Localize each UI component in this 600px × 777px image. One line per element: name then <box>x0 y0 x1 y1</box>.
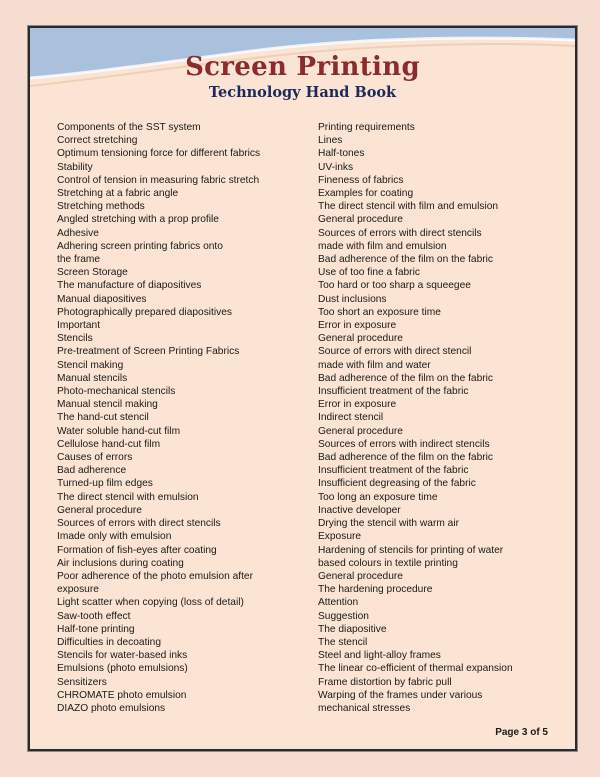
topic-list-item: Components of the SST system <box>57 122 201 133</box>
topic-list-item: Bad adherence of the film on the fabric <box>318 254 493 266</box>
topic-list-item: CHROMATE photo emulsion <box>57 689 187 701</box>
topic-list-item: Sources of errors with indirect stencils <box>318 438 490 450</box>
topic-list-item: Too short an exposure time <box>318 306 441 318</box>
topic-list-item: Half-tones <box>318 148 365 160</box>
topic-list-item: UV-inks <box>318 161 354 173</box>
topic-list-item: Bad adherence of the film on the fabric <box>318 372 493 384</box>
topic-list-item: Stencil making <box>57 359 124 371</box>
topic-list-item: Frame distortion by fabric pull <box>318 676 452 688</box>
topic-list-item: Sensitizers <box>57 676 107 688</box>
topic-list-item: The linear co-efficient of thermal expansion <box>318 663 513 675</box>
topic-list-item: Optimum tensioning force for different fabrics <box>57 148 261 160</box>
topic-list-item: Angled stretching with a prop profile <box>57 214 219 226</box>
topic-list-item: Photo-mechanical stencils <box>57 386 176 398</box>
topic-list-item: Stability <box>57 161 93 173</box>
topic-list-item: Saw-tooth effect <box>57 610 131 622</box>
topic-list-item: Examples for coating <box>318 188 414 200</box>
topic-list-item: Light scatter when copying (loss of detail) <box>57 597 244 609</box>
topic-list-item: The diapositive <box>318 623 387 635</box>
topic-list-item: Correct stretching <box>57 135 138 147</box>
topic-list-item: Sources of errors with direct stencils <box>318 227 482 239</box>
topic-list-item: Manual stencils <box>57 372 128 384</box>
topic-list-item: Poor adherence of the photo emulsion after <box>57 570 253 582</box>
topic-list-item: Bad adherence of the film on the fabric <box>318 452 493 464</box>
topic-list-item: Manual stencil making <box>57 399 158 411</box>
topic-list-item: Too long an exposure time <box>318 491 438 503</box>
topic-list-item: Dust inclusions <box>318 293 387 305</box>
topic-list-item: Difficulties in decoating <box>57 636 162 648</box>
topic-list-item: Inactive developer <box>318 504 401 516</box>
topic-list-item: Cellulose hand-cut film <box>57 438 161 450</box>
topic-list-item: Steel and light-alloy frames <box>318 650 441 662</box>
topic-list-item: General procedure <box>318 425 403 437</box>
topic-list-item: Attention <box>318 597 359 609</box>
topic-list-item: Adhering screen printing fabrics onto <box>57 240 223 252</box>
topic-list-item: Adhesive <box>57 227 99 239</box>
topic-list-item: Emulsions (photo emulsions) <box>57 663 188 675</box>
topic-list-item: Insufficient treatment of the fabric <box>318 386 469 398</box>
topic-list-item: Bad adherence <box>57 465 127 477</box>
topic-list-item: Too hard or too sharp a squeegee <box>318 280 471 292</box>
topic-list-item: made with film and water <box>318 359 431 371</box>
topic-list-item: Drying the stencil with warm air <box>318 518 459 530</box>
topic-list-item: Indirect stencil <box>318 412 384 424</box>
topic-list-item: General procedure <box>318 570 403 582</box>
page-subtitle: Technology Hand Book <box>208 84 397 101</box>
topic-list-item: Use of too fine a fabric <box>318 267 420 279</box>
topic-list-item: Important <box>57 320 101 332</box>
topic-list-item: Control of tension in measuring fabric stretch <box>57 174 260 186</box>
topic-list-item: Error in exposure <box>318 320 397 332</box>
topic-list-item: Air inclusions during coating <box>57 557 184 569</box>
topic-list-item: Stretching at a fabric angle <box>57 188 179 200</box>
topic-list-item: Manual diapositives <box>57 293 147 305</box>
topic-list-item: Source of errors with direct stencil <box>318 346 472 358</box>
topic-list-item: Water soluble hand-cut film <box>57 425 181 437</box>
page-frame <box>28 26 577 751</box>
topic-list-item: Suggestion <box>318 610 369 622</box>
topic-list-item: Sources of errors with direct stencils <box>57 518 221 530</box>
topic-list-item: Error in exposure <box>318 399 397 411</box>
topic-list-item: Formation of fish-eyes after coating <box>57 544 217 556</box>
topic-list-item: mechanical stresses <box>318 702 411 714</box>
topic-list-item: Fineness of fabrics <box>318 174 404 186</box>
topic-list-item: Turned-up film edges <box>57 478 153 490</box>
topic-list-item: Lines <box>318 135 343 147</box>
topic-list-item: the frame <box>57 254 101 266</box>
topic-list-item: Photographically prepared diapositives <box>57 306 232 318</box>
topic-list-item: Insufficient treatment of the fabric <box>318 465 469 477</box>
topic-list-item: General procedure <box>318 214 403 226</box>
topic-list-item: The manufacture of diapositives <box>57 280 202 292</box>
topic-list-item: Half-tone printing <box>57 623 135 635</box>
topic-list-item: Warping of the frames under various <box>318 689 483 701</box>
topic-list-item: Exposure <box>318 531 362 543</box>
topic-list-item: The direct stencil with emulsion <box>57 491 199 503</box>
topic-list-item: The direct stencil with film and emulsion <box>318 201 499 213</box>
topic-list-item: The hardening procedure <box>318 584 433 596</box>
topic-list-item: Stretching methods <box>57 201 145 213</box>
topic-list-item: Screen Storage <box>57 267 128 279</box>
topic-list-item: The stencil <box>318 636 368 648</box>
topic-list-item: Hardening of stencils for printing of water <box>318 544 504 556</box>
topic-list-item: Stencils <box>57 333 93 345</box>
page-title: Screen Printing <box>185 52 420 82</box>
topic-list-item: Pre-treatment of Screen Printing Fabrics <box>57 346 240 358</box>
topic-list-item: Printing requirements <box>318 122 415 133</box>
topic-list-item: DIAZO photo emulsions <box>57 702 166 714</box>
topic-list-item: Imade only with emulsion <box>57 531 172 543</box>
topic-list-item: based colours in textile printing <box>318 557 458 569</box>
topic-list-item: exposure <box>57 584 99 596</box>
topic-list-item: Stencils for water-based inks <box>57 650 188 662</box>
topic-list-item: Causes of errors <box>57 452 133 464</box>
page-number: Page 3 of 5 <box>495 727 548 738</box>
topic-list-item: General procedure <box>57 504 142 516</box>
right-topic-list <box>318 121 568 715</box>
topic-list-item: General procedure <box>318 333 403 345</box>
topic-list-item: made with film and emulsion <box>318 240 447 252</box>
topic-list-item: Insufficient degreasing of the fabric <box>318 478 476 490</box>
topic-list-item: The hand-cut stencil <box>57 412 149 424</box>
left-topic-list <box>57 121 307 715</box>
